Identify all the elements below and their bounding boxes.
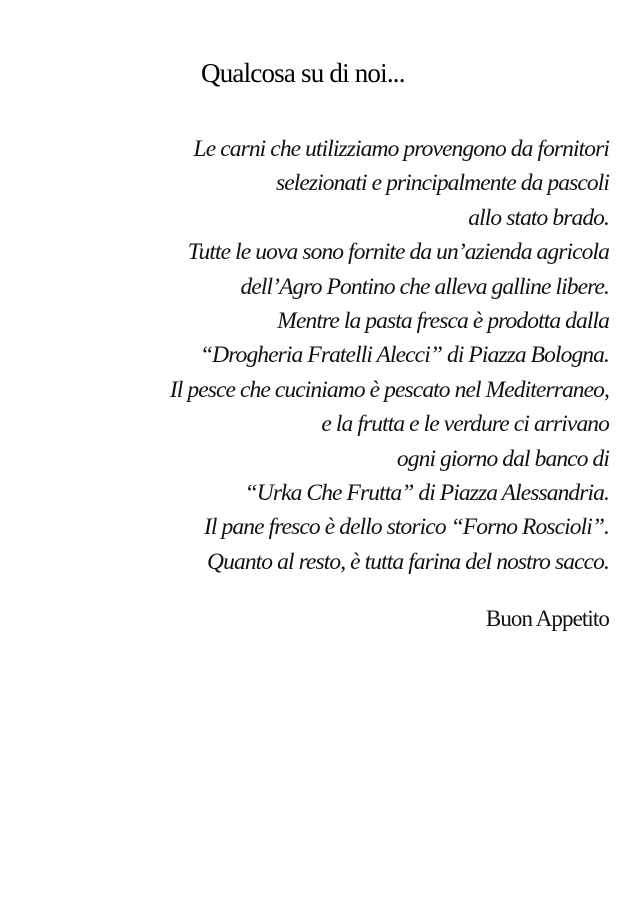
paragraph-line: Tutte le uova sono fornite da un’azienda agricola — [187, 239, 609, 266]
paragraph-line: e la frutta e le verdure ci arrivano — [321, 411, 609, 438]
paragraph-line: “Drogheria Fratelli Alecci” di Piazza Bologna. — [199, 342, 609, 369]
paragraph-line: Il pane fresco è dello storico “Forno Roscioli”. — [204, 514, 609, 541]
paragraph-line: “Urka Che Frutta” di Piazza Alessandria. — [244, 480, 609, 507]
paragraph-line: Le carni che utilizziamo provengono da fornitori — [193, 136, 609, 162]
paragraph-line: Quanto al resto, è tutta farina del nostro sacco. — [207, 548, 609, 575]
paragraph-line: ogni giorno dal banco di — [396, 445, 609, 472]
page-title: Qualcosa su di noi... — [201, 58, 405, 88]
about-paragraph — [49, 132, 609, 579]
paragraph-line: dell’Agro Pontino che alleva galline libere. — [240, 273, 609, 300]
paragraph-line: selezionati e principalmente da pascoli — [275, 170, 609, 197]
paragraph-line: allo stato brado. — [468, 204, 609, 231]
paragraph-line: Il pesce che cuciniamo è pescato nel Mediterraneo, — [169, 376, 609, 403]
signoff-text: Buon Appetito — [485, 606, 609, 631]
paragraph-line: Mentre la pasta fresca è prodotta dalla — [277, 308, 609, 335]
